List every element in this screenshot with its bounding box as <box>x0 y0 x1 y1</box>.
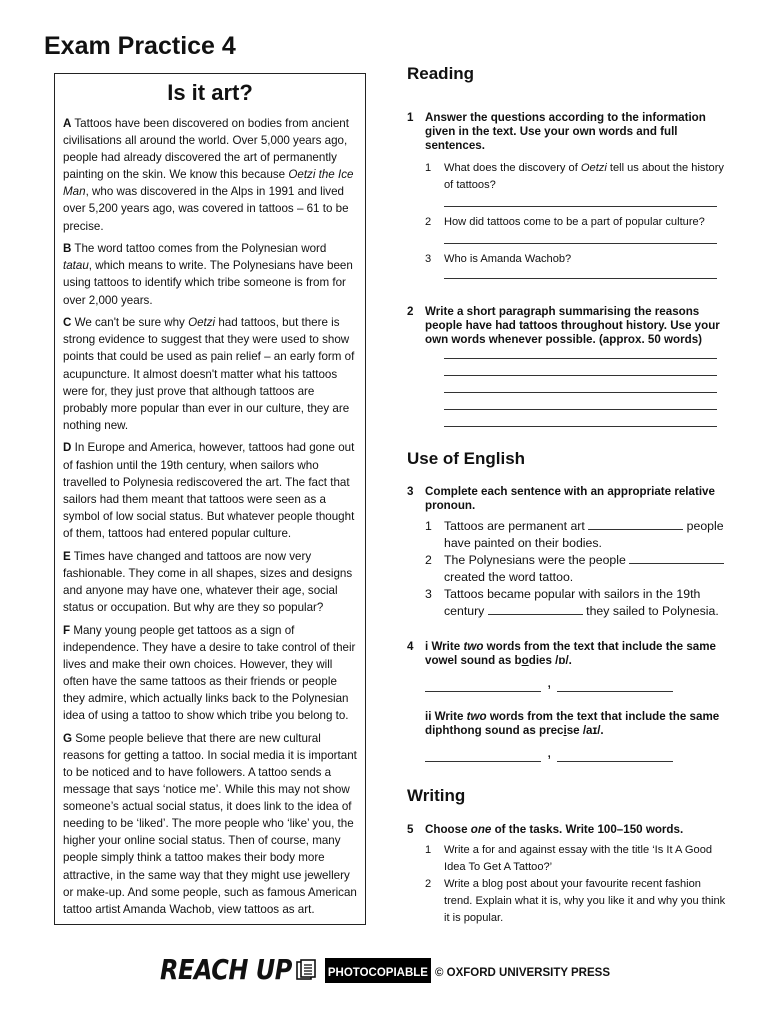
question-text: Who is Amanda Wachob? <box>444 252 572 265</box>
question-1 <box>407 160 727 194</box>
sentence-number: 2 <box>425 552 432 567</box>
task-instruction: Complete each sentence with an appropriate relative pronoun. <box>425 485 715 513</box>
use-of-english-task-3 <box>407 485 727 513</box>
paragraph-letter: C <box>63 316 72 330</box>
question-text: How did tattoos come to be a part of popular culture? <box>444 215 705 228</box>
task-number: 4 <box>407 639 414 653</box>
paragraph-text: Times have changed and tattoos are now very fashionable. They come in all shapes, sizes and designs and anyone may have one, whatever their age, social status or occupation. But why are they so popular? <box>63 549 353 614</box>
article-paragraph-f <box>63 622 357 725</box>
answer-line[interactable] <box>444 392 717 393</box>
task-number: 1 <box>407 111 414 124</box>
paragraph-text: We can't be sure why Oetzi had tattoos, but there is strong evidence to suggest that they were used to show points that could be used as pain relief – an early form of acupuncture. It almost doesn't matter what his tattoos were for, they just prove that although tattoos are probably more popular than ever in our culture, they are nothing new. <box>63 316 355 432</box>
paragraph-letter: B <box>63 242 72 256</box>
page-title: Exam Practice 4 <box>44 32 236 60</box>
question-text: What does the discovery of Oetzi tell us about the history of tattoos? <box>444 161 724 191</box>
use-of-english-heading: Use of English <box>407 449 526 469</box>
paragraph-letter: G <box>63 731 73 745</box>
option-number: 2 <box>425 877 432 890</box>
reading-task-2 <box>407 305 727 348</box>
task-number: 3 <box>407 485 414 499</box>
sentence-number: 3 <box>425 586 432 601</box>
task-instruction: Choose one of the tasks. Write 100–150 words. <box>425 823 684 837</box>
reading-task-1 <box>407 111 727 154</box>
paragraph-text: Some people believe that there are new cultural reasons for getting a tattoo. In social media it is important to be noticed and to have followers. A tattoo sends a message that says ‘notice me’. While this may not show someone’s actual social status, it does link to the idea of needing to be ‘liked’. The more people who ‘like’ you, the higher your online social status. Then of course, many people simply think a tattoo makes their body more attractive, in the same way that they might use jewellery or make-up. And some people, such as famous American tattoo artist Amanda Wachob, view tattoos as art. <box>63 731 357 916</box>
article-paragraph-e <box>63 548 357 616</box>
writing-option-2 <box>407 876 727 927</box>
sentence-text: The Polynesians were the people <box>444 552 630 567</box>
use-of-english-task-4-ii <box>407 710 727 738</box>
sentence-1 <box>407 518 727 552</box>
answer-line[interactable] <box>444 409 717 410</box>
book-icon <box>295 959 317 981</box>
sentence-text: created the word tattoo. <box>444 569 574 584</box>
sentence-text: people have painted on their bodies. <box>444 518 724 550</box>
article-body <box>63 115 357 918</box>
writing-heading: Writing <box>407 786 466 806</box>
option-text: Write a blog post about your favourite recent fashion trend. Explain what it is, why you like it and why you think it is popular. <box>444 877 726 924</box>
task-number: 5 <box>407 823 414 837</box>
paragraph-letter: F <box>63 623 71 637</box>
answer-line[interactable] <box>444 206 717 207</box>
task-number: 2 <box>407 304 414 318</box>
answer-blanks-ii: , <box>425 744 727 762</box>
sentence-text: Tattoos became popular with sailors in the 19th century <box>444 586 701 618</box>
copyright: © OXFORD UNIVERSITY PRESS <box>434 966 610 979</box>
article-title: Is it art? <box>167 80 253 105</box>
option-text: Write a for and against essay with the title ‘Is It A Good Idea To Get A Tattoo?’ <box>444 843 713 873</box>
paragraph-text: The word tattoo comes from the Polynesian word tatau, which means to write. The Polynesians have been using tattoos to identify which tribe someone is from for over 2,000 years. <box>63 242 353 307</box>
writing-option-1 <box>407 842 727 876</box>
paragraph-letter: E <box>63 549 71 563</box>
answer-blank[interactable] <box>629 553 724 564</box>
sentence-2 <box>407 552 727 586</box>
answer-blanks-i: , <box>425 674 727 692</box>
reach-up-logo: REACH UP <box>160 953 292 987</box>
paragraph-text: In Europe and America, however, tattoos had gone out of fashion until the 19th century, when sailors who travelled to Polynesia rediscovered the art. The fact that sailors had them meant that tattoos were seen as a symbol of low social status. But whatever people thought of them, tattoos had entered popular culture. <box>63 441 355 540</box>
task-4-part-i: i Write two words from the text that include the same vowel sound as bodies /ɒ/. <box>425 639 716 667</box>
answer-line[interactable] <box>444 358 717 359</box>
answer-line[interactable] <box>444 243 717 244</box>
question-number: 1 <box>425 161 432 174</box>
paragraph-letter: A <box>63 117 72 130</box>
exercises-column <box>407 64 727 927</box>
question-number: 3 <box>425 252 432 265</box>
paragraph-letter: D <box>63 441 72 455</box>
reading-heading: Reading <box>407 64 475 83</box>
option-number: 1 <box>425 843 432 856</box>
article-paragraph-b <box>63 240 357 308</box>
answer-blank[interactable] <box>557 749 673 762</box>
footer <box>160 954 610 986</box>
article-paragraph-d <box>63 439 357 542</box>
sentence-text: Tattoos are permanent art <box>444 518 589 533</box>
answer-blank[interactable] <box>488 604 583 615</box>
answer-line[interactable] <box>444 375 717 376</box>
task-4-part-ii: ii Write two words from the text that include the same diphthong sound as precise /aɪ/. <box>425 710 720 738</box>
photocopiable-badge: PHOTOCOPIABLE <box>325 958 431 983</box>
question-3 <box>407 251 727 268</box>
sentence-text: they sailed to Polynesia. <box>582 603 719 618</box>
paragraph-text: Many young people get tattoos as a sign of independence. They have a desire to take control of their lives and make their own choices. However, they will often have the same tattoos as their friends or people they admire, which actually links back to the Polynesian idea of using a tattoo to show which tribe you belong to. <box>63 623 356 723</box>
sentence-number: 1 <box>425 518 432 533</box>
summary-answer-lines <box>407 358 727 427</box>
answer-blank[interactable] <box>425 749 541 762</box>
question-number: 2 <box>425 215 432 228</box>
article-paragraph-a <box>63 115 357 235</box>
sentence-3 <box>407 586 727 620</box>
article-paragraph-g <box>63 730 357 918</box>
paragraph-text: Tattoos have been discovered on bodies from ancient civilisations all around the world. Over 5,000 years ago, people had already discovered the art of permanently painting on the skin. We know this because Oetzi the Ice Man, who was discovered in the Alps in 1991 and lived over 5,200 years ago, was covered in tattoos – 61 to be precise. <box>63 117 354 233</box>
task-instruction: Write a short paragraph summarising the reasons people have had tattoos throughout history. Use your own words whenever possible. (approx. 50 words) <box>425 304 720 347</box>
writing-task-5 <box>407 823 727 837</box>
task-instruction: Answer the questions according to the information given in the text. Use your own words and full sentences. <box>425 111 706 153</box>
answer-blank[interactable] <box>557 679 673 692</box>
answer-blank[interactable] <box>425 679 541 692</box>
article-box <box>54 73 366 925</box>
article-paragraph-c <box>63 314 357 434</box>
use-of-english-task-4 <box>407 640 727 668</box>
answer-blank[interactable] <box>588 519 683 530</box>
question-2 <box>407 214 727 231</box>
